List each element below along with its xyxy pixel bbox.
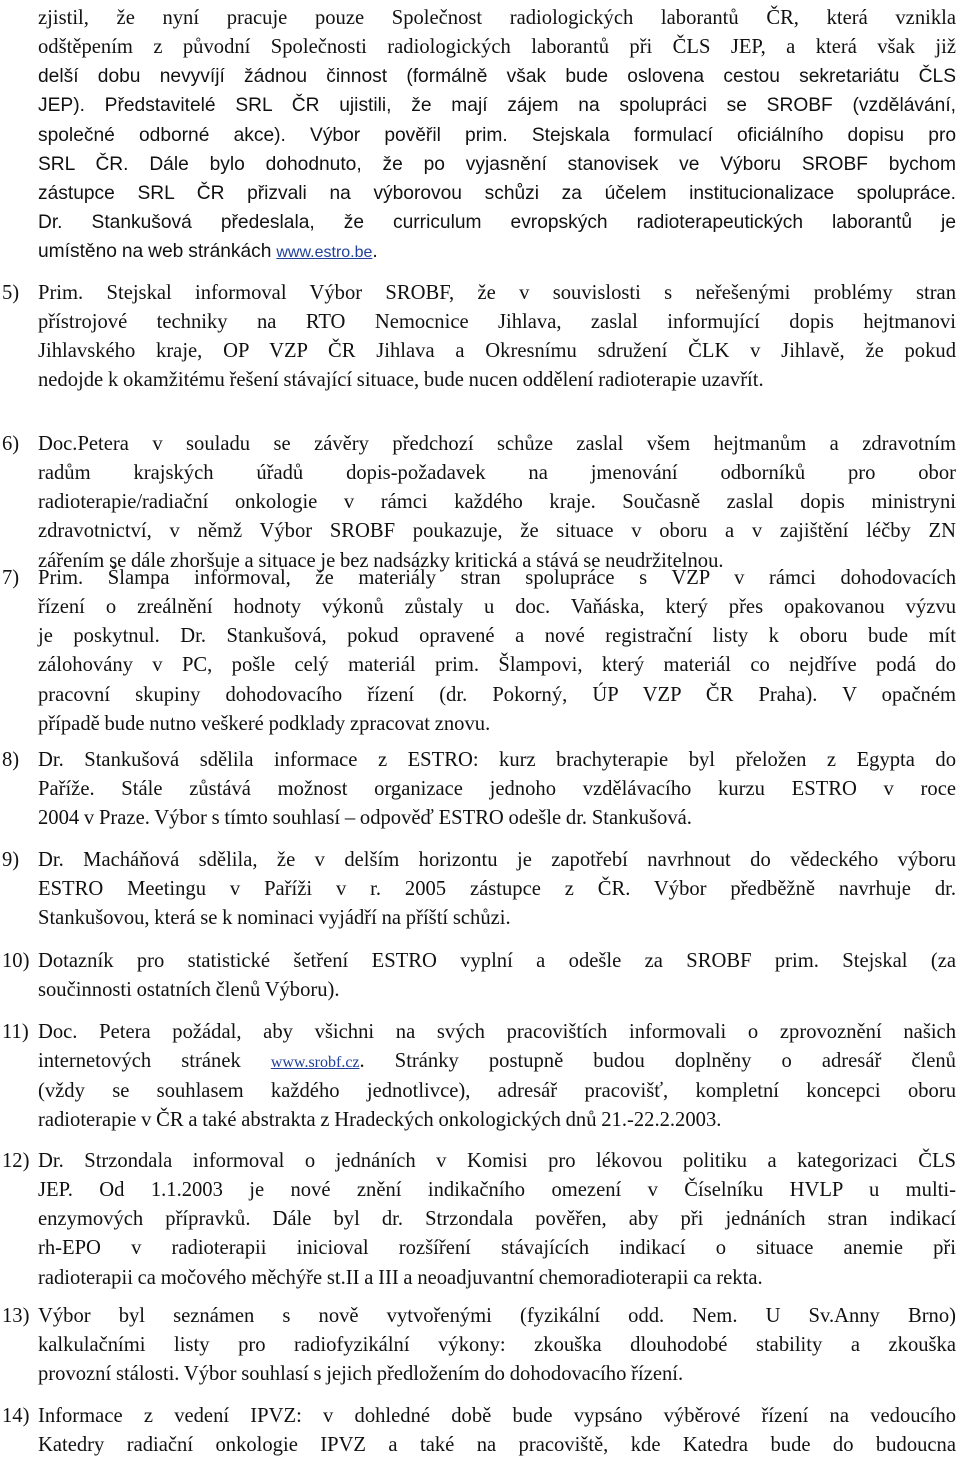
text-line: radioterapie v ČR a také abstrakta z Hradeckých onkologických dnů 21.-22.2.2003. bbox=[38, 1109, 722, 1132]
item-number: 14) bbox=[2, 1405, 30, 1427]
text-line: Dr. Macháňová sdělila, že v delším horizontu je zapotřebí navrhnout do vědeckého výboru bbox=[38, 849, 956, 871]
item-body bbox=[38, 1147, 956, 1293]
text-line: zálohovány v PC, pošle celý materiál prim. Šlampovi, který materiál co nejdříve podá do bbox=[38, 654, 956, 677]
item-number: 8) bbox=[2, 749, 20, 771]
text-line: Doc.Petera v souladu se závěry předchozí schůze zaslal všem hejtmanům a zdravotním bbox=[38, 433, 956, 455]
item-body bbox=[38, 1018, 956, 1136]
item-number: 12) bbox=[2, 1150, 30, 1172]
text-line: Jihlavského kraje, OP VZP ČR Jihlava a Okresnímu sdružení ČLK v Jihlavě, že pokud bbox=[38, 340, 956, 363]
text-line: provozní stálosti. Výbor souhlasí s jejich předložením do dohodovacího řízení. bbox=[38, 1363, 684, 1386]
text-line bbox=[38, 1047, 956, 1077]
item-body bbox=[38, 1402, 956, 1460]
item-body bbox=[38, 947, 956, 1005]
text-line: součinnosti ostatních členů Výboru). bbox=[38, 979, 340, 1002]
text-line: Stankušovou, která se k nominaci vyjádří na příští schůzi. bbox=[38, 907, 511, 930]
item-number: 10) bbox=[2, 950, 30, 972]
text-line: delší dobu nevyvíjí žádnou činnost (formálně však bude oslovena cestou sekretariátu ČLS bbox=[38, 66, 956, 88]
intro-paragraph bbox=[38, 4, 956, 267]
item-number: 11) bbox=[2, 1021, 29, 1043]
text-line: Prim. Stejskal informoval Výbor SROBF, že v souvislosti s neřešenými problémy stran bbox=[38, 282, 956, 304]
item-body bbox=[38, 279, 956, 396]
text-line: enzymových přípravků. Dále byl dr. Strzondala pověřen, aby při jednáních stran indikací bbox=[38, 1208, 956, 1231]
text-line: společné odborné akce). Výbor pověřil prim. Stejskala formulací oficiálního dopisu pro bbox=[38, 124, 956, 146]
text-line: Doc. Petera požádal, aby všichni na svých pracovištích informovali o zprovoznění našich bbox=[38, 1021, 956, 1043]
text-line: Dr. Strzondala informoval o jednáních v Komisi pro lékovou politiku a kategorizaci ČLS bbox=[38, 1150, 956, 1172]
text-line: Informace z vedení IPVZ: v dohledné době bude vypsáno výběrové řízení na vedoucího bbox=[38, 1405, 956, 1427]
text-line: (vždy se souhlasem každého jednotlivce), adresář pracovišť, kompletní koncepci oboru bbox=[38, 1080, 956, 1103]
text-line: SRL ČR. Dále bylo dohodnuto, že po vyjasnění stanovisek ve Výboru SROBF bychom bbox=[38, 153, 956, 175]
item-number: 7) bbox=[2, 567, 20, 589]
item-number: 9) bbox=[2, 849, 20, 871]
text-segment: . bbox=[372, 241, 378, 263]
text-line: rh-EPO v radioterapii inicioval rozšíření stávajících indikací o situace anemie při bbox=[38, 1237, 956, 1260]
text-line: zdravotnictví, v němž Výbor SROBF poukazuje, že situace v oboru a v zajištění léčby ZN bbox=[38, 520, 956, 543]
text-line: radům krajských úřadů dopis-požadavek na jmenování odborníků pro obor bbox=[38, 462, 956, 485]
text-line: Paříže. Stále zůstává možnost organizace jednoho vzdělávacího kurzu ESTRO v roce bbox=[38, 778, 956, 801]
text-line: Dr. Stankušová předeslala, že curriculum evropských radioterapeutických laborantů je bbox=[38, 212, 956, 234]
text-line: zjistil, že nyní pracuje pouze Společnost radiologických laborantů ČR, která vznikla bbox=[38, 7, 956, 29]
text-line: je poskytnul. Dr. Stankušová, pokud opravené a nové registrační listy k oboru bude mít bbox=[38, 625, 956, 648]
text-line: Katedry radiační onkologie IPVZ a také na pracoviště, kde Katedra bude do budoucna bbox=[38, 1434, 956, 1457]
item-body bbox=[38, 846, 956, 933]
text-line: pracovní skupiny dohodovacího řízení (dr. Pokorný, ÚP VZP ČR Praha). V opačném bbox=[38, 683, 956, 706]
text-line: odštěpením z původní Společnosti radiologických laborantů při ČLS JEP, a která však již bbox=[38, 36, 956, 59]
text-line: radioterapii ca močového měchýře st.II a III a neoadjuvantní chemoradioterapii ca rekta. bbox=[38, 1266, 763, 1289]
text-line: případě bude nutno veškeré podklady zpracovat znovu. bbox=[38, 712, 491, 735]
item-body bbox=[38, 430, 956, 576]
item-body bbox=[38, 1302, 956, 1389]
text-line: zářením se dále zhoršuje a situace je bez nadsázky kritická a stává se neudržitelnou. bbox=[38, 549, 724, 572]
text-line: kalkulačními listy pro radiofyzikální výkony: zkouška dlouhodobé stability a zkouška bbox=[38, 1334, 956, 1357]
text-line: JEP. Od 1.1.2003 je nové znění indikačního omezení v Číselníku HVLP u multi- bbox=[38, 1179, 956, 1202]
item-number: 6) bbox=[2, 433, 20, 455]
text-segment: umístěno na web stránkách bbox=[38, 241, 277, 263]
item-number: 13) bbox=[2, 1305, 30, 1327]
text-line: řízení o zreálnění hodnoty výkonů zůstaly u doc. Vaňáska, který přes opakovanou výzvu bbox=[38, 596, 956, 619]
text-line: radioterapie/radiační onkologie v rámci každého kraje. Současně zaslal dopis ministryni bbox=[38, 491, 956, 514]
text-segment: . Stránky postupně budou doplněny o adresář členů bbox=[359, 1050, 956, 1073]
text-line: Výbor byl seznámen s nově vytvořenými (fyzikální odd. Nem. U Sv.Anny Brno) bbox=[38, 1305, 956, 1327]
text-line: zástupce SRL ČR přizvali na výborovou schůzi za účelem institucionalizace spolupráce. bbox=[38, 182, 956, 204]
text-line: ESTRO Meetingu v Paříži v r. 2005 zástupce z ČR. Výbor předběžně navrhuje dr. bbox=[38, 878, 956, 901]
estro-link[interactable]: www.estro.be bbox=[276, 244, 373, 262]
item-body bbox=[38, 746, 956, 833]
item-body bbox=[38, 564, 956, 739]
text-line: Dotazník pro statistické šetření ESTRO vyplní a odešle za SROBF prim. Stejskal (za bbox=[38, 950, 956, 972]
text-line: nedojde k okamžitému řešení stávající situace, bude nucen oddělení radioterapie uzavřít. bbox=[38, 369, 764, 392]
text-line: 2004 v Praze. Výbor s tímto souhlasí – odpověď ESTRO odešle dr. Stankušová. bbox=[38, 807, 692, 830]
text-line bbox=[38, 237, 956, 267]
item-number: 5) bbox=[2, 282, 20, 304]
text-line: přístrojové techniky na RTO Nemocnice Jihlava, zaslal informující dopis hejtmanovi bbox=[38, 311, 956, 334]
srobf-link[interactable]: www.srobf.cz bbox=[270, 1054, 360, 1072]
text-segment: internetových stránek bbox=[38, 1050, 271, 1073]
text-line: JEP). Představitelé SRL ČR ujistili, že mají zájem na spolupráci se SROBF (vzdělávání, bbox=[38, 95, 956, 117]
text-line: Dr. Stankušová sdělila informace z ESTRO: kurz brachyterapie byl přeložen z Egypta do bbox=[38, 749, 956, 771]
text-line: Prim. Šlampa informoval, že materiály stran spolupráce s VZP v rámci dohodovacích bbox=[38, 567, 956, 589]
